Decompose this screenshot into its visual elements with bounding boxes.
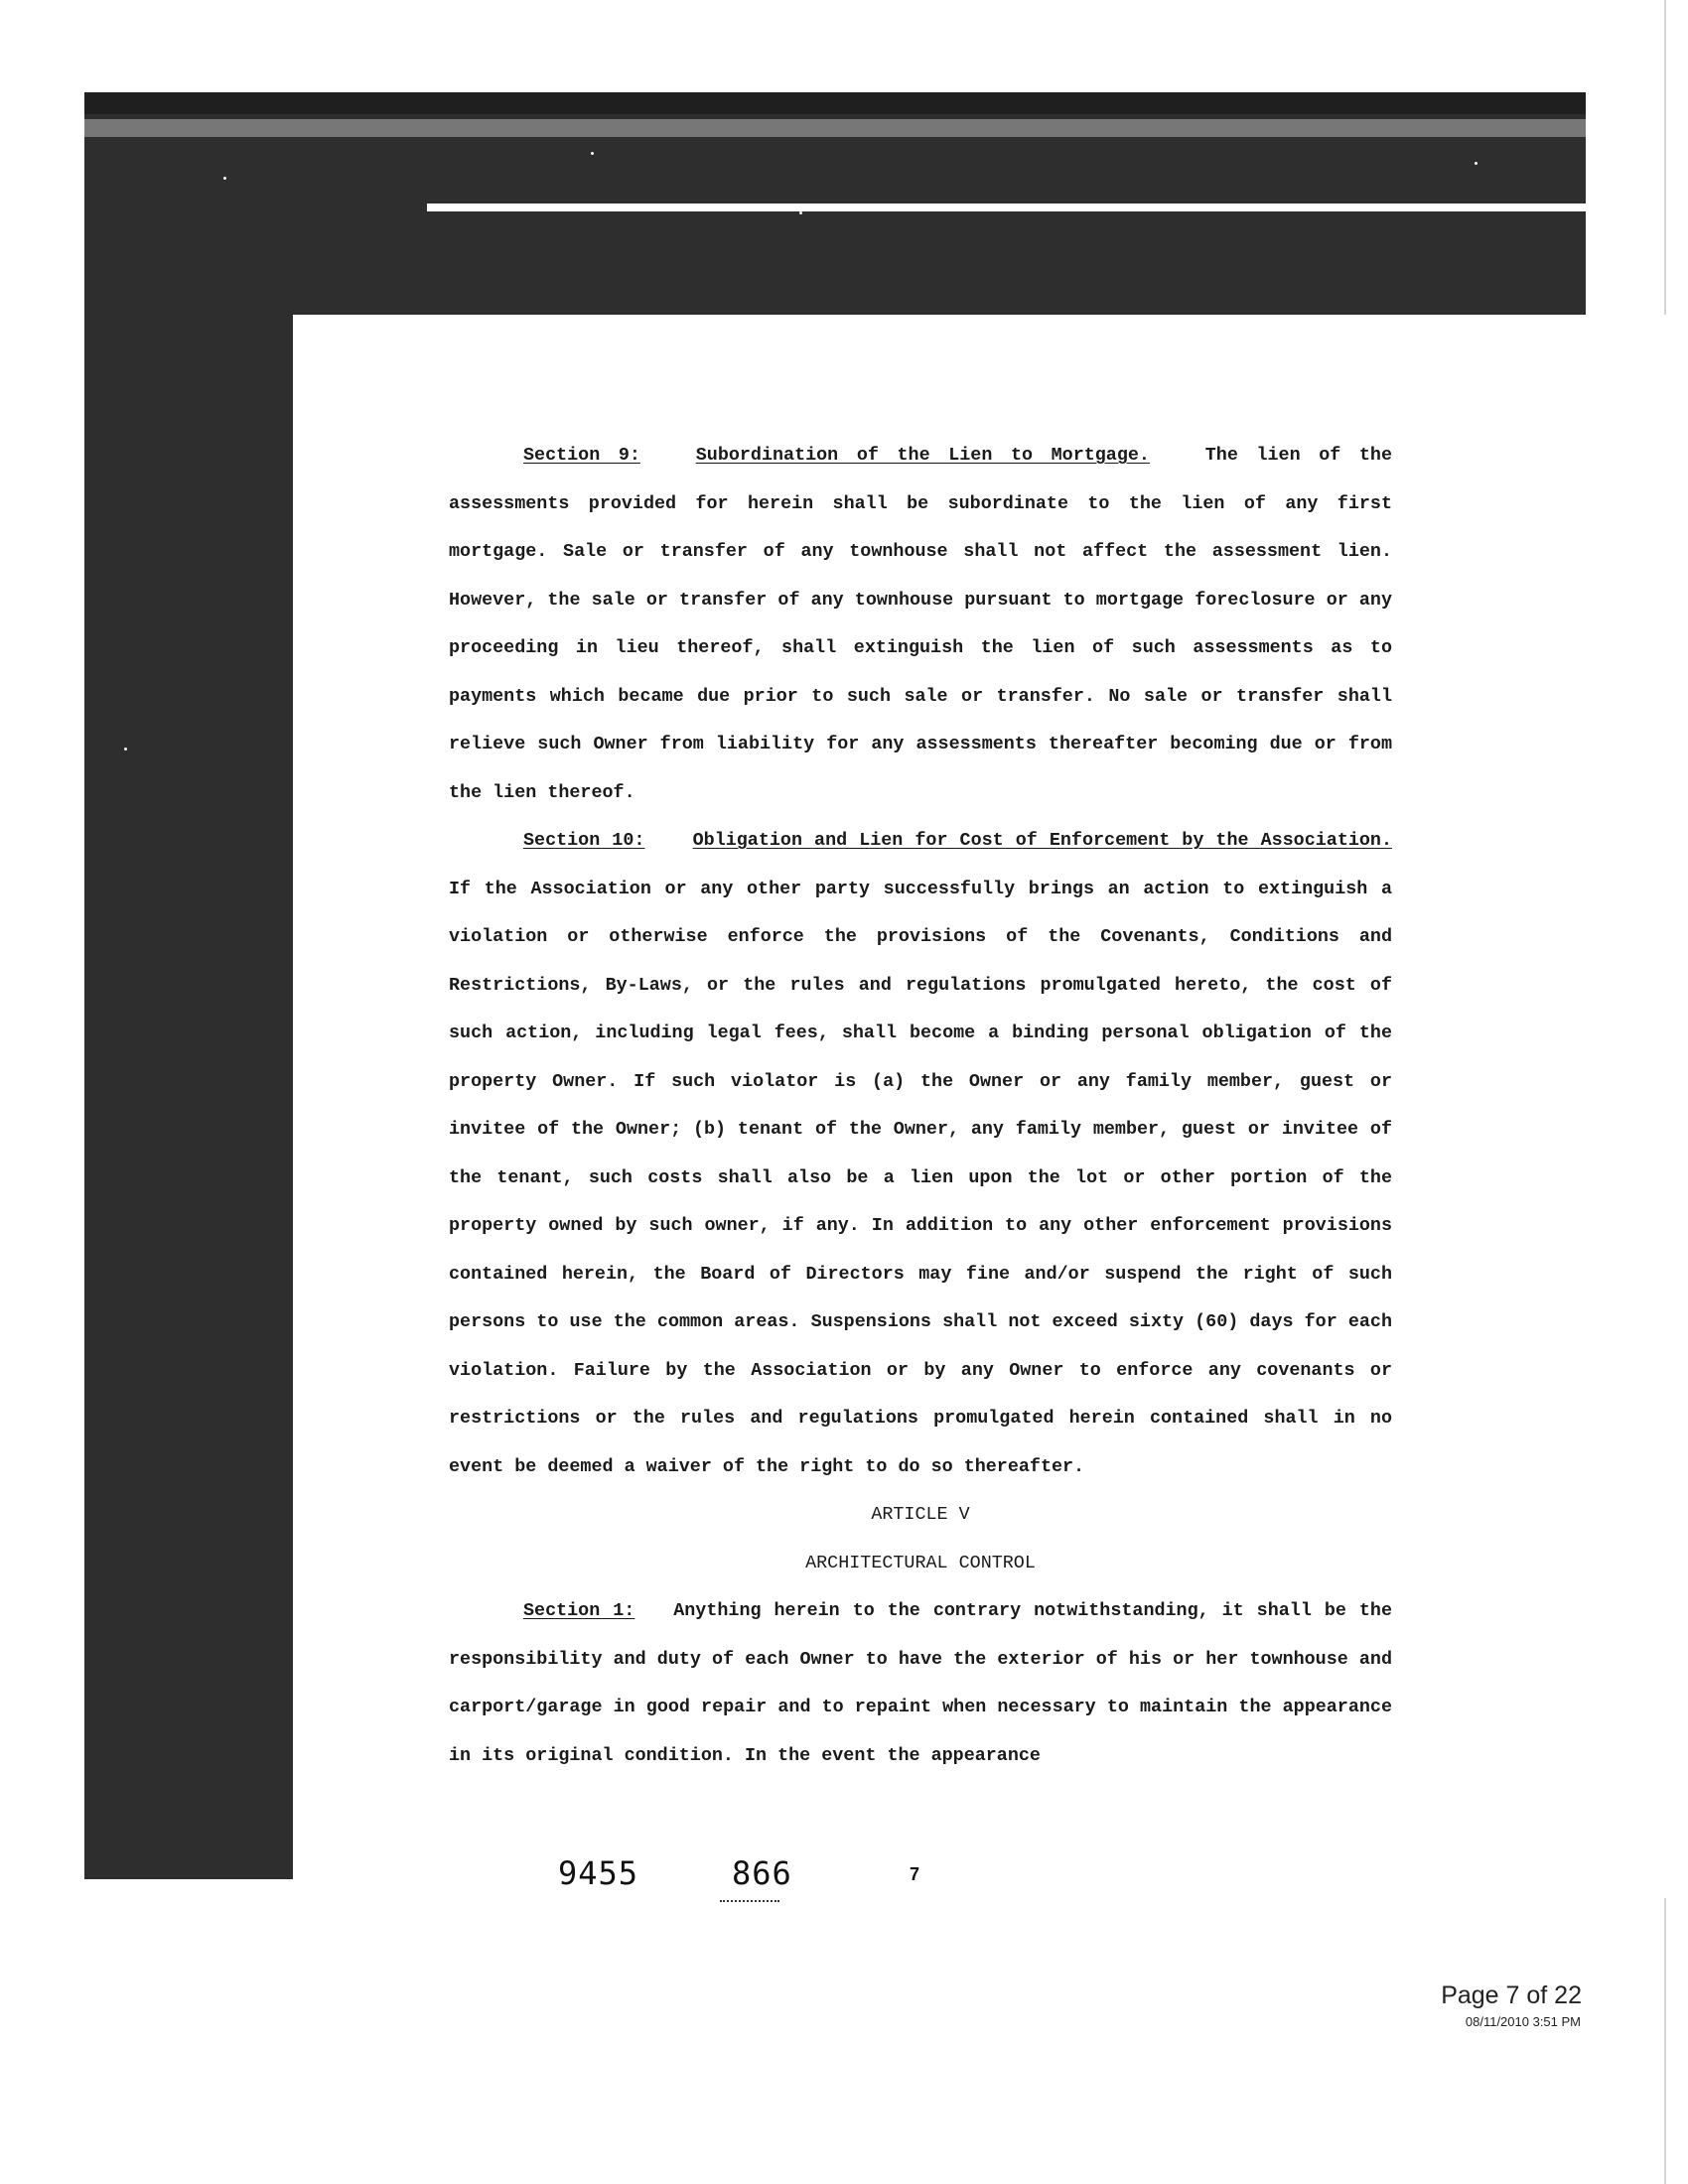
article-5-section-1-paragraph (449, 1587, 1392, 1780)
document-page (293, 315, 1670, 1898)
scan-speck (223, 177, 226, 180)
document-page-number: 7 (910, 1864, 920, 1884)
frame-top-edge (84, 92, 1586, 114)
section-10-body: If the Association or any other party successfully brings an action to extinguish a violation or otherwise enforce the provisions of the Covenants, Conditions and Restrictions, By-Laws, or the rules and regulations promulgated hereto, the cost of such action, including legal fees, shall become a binding personal obligation of the property Owner. If such violator is (a) the Owner or any family member, guest or invitee of the Owner; (b) tenant of the Owner, any family member, guest or invitee of the tenant, such costs shall also be a lien upon the lot or other portion of the property owned by such owner, if any. In addition to any other enforcement provisions contained herein, the Board of Directors may fine and/or suspend the right of such persons to use the common areas. Suspensions shall not exceed sixty (60) days for each violation. Failure by the Association or by any Owner to enforce any covenants or restrictions or the rules and regulations promulgated herein contained shall in no event be deemed a waiver of the right to do so thereafter. (449, 878, 1392, 1477)
section-10-paragraph (449, 817, 1392, 1491)
section-9-title: Subordination of the Lien to Mortgage. (695, 445, 1150, 466)
section-9-number: Section 9: (523, 445, 640, 466)
section-10-title: Obligation and Lien for Cost of Enforcement by the Association. (692, 830, 1393, 851)
footer-timestamp: 08/11/2010 3:51 PM (1465, 2014, 1581, 2029)
article-5-section-1-number: Section 1: (523, 1600, 635, 1621)
article-subheading: ARCHITECTURAL CONTROL (805, 1552, 1036, 1573)
section-9-body: The lien of the assessments provided for herein shall be subordinate to the lien of any first mortgage. Sale or transfer of any townhouse shall not affect the assessment lien. However, the sale or transfer of any townhouse pursuant to mortgage foreclosure or any proceeding in lieu thereof, shall extinguish the lien of such assessments as to payments which became due prior to such sale or transfer. No sale or transfer shall relieve such Owner from liability for any assessments thereafter becoming due or from the lien thereof. (449, 445, 1393, 803)
scanned-image-frame (84, 92, 1586, 1892)
frame-scan-band (84, 119, 1586, 137)
section-9-paragraph (449, 432, 1392, 817)
scan-speck (124, 748, 127, 751)
book-number-stamp: 9455 (558, 1854, 639, 1892)
scan-speck (591, 152, 594, 155)
footer-page-count: Page 7 of 22 (1441, 1981, 1582, 2009)
section-10-number: Section 10: (523, 830, 645, 851)
scan-speck (799, 211, 802, 214)
article-5-section-1-body: Anything herein to the contrary notwithstanding, it shall be the responsibility and duty of each Owner to have the exterior of his or her townhouse and carport/garage in good repair and to repaint when necessary to maintain the appearance in its original condition. In the event the appearance (449, 1600, 1392, 1766)
frame-white-bar (427, 204, 1586, 211)
page-number-stamp: 866 (732, 1854, 792, 1892)
document-body (449, 432, 1392, 1780)
article-heading: ARTICLE V (871, 1504, 970, 1525)
stamp-dots (720, 1896, 779, 1902)
scan-speck (1475, 162, 1477, 165)
